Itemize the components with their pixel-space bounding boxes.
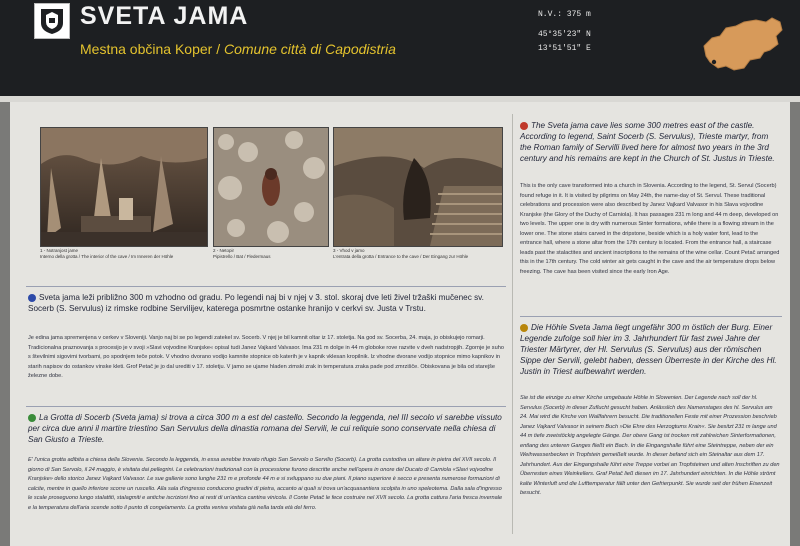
- photo-1-caption: 1 - Notranjost jame Interno della grotta / The interior of the cave / Im Inneren der Höhle: [40, 248, 174, 259]
- page-title: SVETA JAMA: [80, 2, 249, 30]
- divider: [520, 316, 782, 317]
- latitude-text: 45°35'23" N: [538, 30, 591, 39]
- header-banner: [0, 0, 800, 96]
- elevation-text: N.V.: 375 m: [538, 10, 591, 19]
- divider: [26, 406, 506, 407]
- municipality-subtitle: [80, 41, 396, 57]
- section-slovenian-body: Je edina jama spremenjena v cerkev v Sloveniji. Vanjo naj bi se po legendi zatekel sv. Socerb. V njej je bil kamnit oltar iz 17. stoletja. Na god sv. Socerba, 24. maja, jo obiskujejo romarji. Tradicionalna praznovanja s procesijo je v svoji »Slavi vojvodine Kranjske« opisal tudi Janez Vajkard Valvasor. Ima 231 m dolge in 44 m globoke rove razvite v dveh nadstropjih. Zgornje je suho s številnimi sigovimi tvorbami, po spodnjem teče potok. V vhodno dvorano vodijo kamnite stopnice ob katerih je v kapnik vklesan kropilnik. Iz vhodne dvorane vodijo stopnice mimo kapnikov in starih napisov do ostankov vinske kleti. Grof Petač je jo dal urediti v 17. stoletju. V jamo se ujame hladen zimski zrak in temperatura zraka pade pod zmrzišče. Obiskovana je bila od starejše železne dobe.: [28, 335, 504, 379]
- column-divider: [512, 114, 513, 534]
- photo-cave-entrance: [333, 127, 503, 247]
- photo-2-caption: 2 - Netopir Pipistrello / Bat / Fledermaus: [213, 248, 271, 259]
- section-german-body: Sie ist die einzige zu einer Kirche umgebaute Höhle in Slowenien. Der Legende nach soll der hl. Servulus (Socerb) in dieser Zuflucht gesucht haben. Anlässlich des Namenstages des hl. Servulus am 24. Mai wird die Kirche von Wallfahrern besucht. Die traditionellen Feste mit einer Prozession beschrieb Janez Vajkard Valvasor in seinem Buch »Die Ehre des Herzogtums Krain«. Sie besitzt 231 m lange und 44 m tiefe zweistöckig angelegte Gänge. Der obere Gang ist trocken mit zahlreichen Sinterformationen, entlang des unteren Ganges fließt ein Bach. In die Eingangshalle führt eine Steintreppe, neben der ein Weihwasserbecken in Tropfstein gemeißelt wurde. In dieser befand sich ein Steinaltar aus dem 17. Jahrhundert. Aus der Eingangshalle führt eine Treppe vorbei an Tropfsteinen und alten Inschriften zu den Überresten eines Weinkellers. Graf Petač ließ diesen im 17. Jahrhundert einrichten. In die Höhle strömt kalte Winterluft und die Lufttemperatur fällt unter den Gefrierpunkt. Sie wurde seit der frühen Eisenzeit besucht.: [520, 395, 780, 496]
- subtitle-italian: Comune città di Capodistria: [223, 41, 396, 57]
- photo-3-caption: 3 - Vhod v jamo L'entrata della grotta / Entrance to the cave / Der Eingang zur Höhle: [333, 248, 469, 259]
- section-german-lead: Die Höhle Sveta Jama liegt ungefähr 300 m östlich der Burg. Einer Legende zufolge soll hier im 3. Jahrhundert für fast zwei Jahre der Triester Märtyrer, der Hl. Servulus (S. Servulus) aus der römischen Sippe der Servili, gelebt haben, dessen Überreste in der Kirche des Hl. Justin in Triest aufbewahrt werden.: [520, 323, 777, 376]
- divider: [26, 286, 506, 287]
- section-italian-lead: La Grotta di Socerb (Sveta jama) si trova a circa 300 m a est del castello. Secondo la leggenda, nel III secolo vi sarebbe vissuto per circa due anni il martire triestino San Servulus della dinastia romana dei Servili, le cui reliquie sono conservate nella chiesa di San Giusto a Trieste.: [28, 413, 502, 444]
- longitude-text: 13°51'51" E: [538, 44, 591, 53]
- section-english-body: This is the only cave transformed into a church in Slovenia. According to the legend, St. Servul (Socerb) found refuge in it. It is visited by pilgrims on May 24th, the name-day of St. Servul. These traditional celebrations and procession were also described by Janez Vajkard Valvasor in his Slava vojvodine Kranjske (the Glory of the Duchy of Carniola). It has passages 231 m long and 44 m deep, developed on two levels. The upper one is dry with numerous Sinter formations, while there is a flowing stream in the lower one. The stone stairs carved in the dripstone, beside which is a holy water font, lead to the entrance hall, where a stone altar from the 17th century is located. From the entrance hall, a staircase leads past the stalactites and ancient inscriptions to the remains of the wine cellar. Count Petač arranged this in the 17th century. The cold winter air gets caught in the cave and the air temperature drops below freezing. The cave has been visited since the early Iron Age.: [520, 183, 780, 275]
- subtitle-slovenian: Mestna občina Koper: [80, 41, 213, 57]
- italian-flag-icon: [28, 414, 36, 422]
- photo-cave-interior: [40, 127, 208, 247]
- slovenia-map-icon: [700, 16, 784, 74]
- photo-bat: [213, 127, 329, 247]
- slovenian-flag-icon: [28, 294, 36, 302]
- section-slovenian-lead: Sveta jama leži približno 300 m vzhodno od gradu. Po legendi naj bi v njej v 3. stol. skoraj dve leti živel tržaški mučenec sv. Socerb (S. Servulus) iz rimske rodbine Servilijev, katerega posmrtne ostanke hranijo v cerkvi sv. Justa v Trstu.: [28, 293, 484, 313]
- info-board: [10, 102, 790, 546]
- section-english-lead: The Sveta jama cave lies some 300 metres east of the castle. According to legend, Saint Socerb (S. Servulus), Trieste martyr, from the Roman family of Servilli lived here for almost two years in the 3rd century and his remains are kept in the Church of St. Justus in Trieste.: [520, 121, 775, 163]
- municipality-coat-of-arms-logo: [34, 3, 70, 39]
- english-flag-icon: [520, 122, 528, 130]
- location-info: [538, 8, 591, 56]
- section-italian-body: E' l'unica grotta adibita a chiesa della Slovenia. Secondo la leggenda, in essa avrebbe trovato rifugio San Servolo o Servilio (Socerb). La grotta custodiva un altare in pietra del XVII secolo. Il giorno di San Servolo, il 24 maggio, è visitata dai pellegrini. Le celebrazioni tradizionali con la processione furono descritte anche nell'opera in onore del Ducato di Carniola «Slavi vojvodine Kranjske» dello storico Janez Vajkard Valvasor. Le sue gallerie sono lunghe 231 m e profonde 44 m e si sviluppano su due piani. Il piano superiore è secco e presenta numerose formazioni di calcite, mentre in quello inferiore scorre un ruscello. Alla sala d'ingresso conducono gradini di pietra, accanto ai quali si trova un'acquasantiera scolpita in uno speleotema. Dalla sala d'ingresso le scale proseguono lungo stalattiti, stalagmiti e antiche iscrizioni fino ai resti di un'antica cantina vinicola. Il Conte Petač le fece costruire nel XVII secolo. La grotta cattura l'aria fresca invernale e la temperatura dell'aria scende sotto il punto di congelamento. La grotta veniva visitata già nella tarda età del ferro.: [28, 457, 503, 511]
- subtitle-separator: /: [212, 41, 224, 57]
- location-dot-icon: [712, 60, 716, 64]
- german-flag-icon: [520, 324, 528, 332]
